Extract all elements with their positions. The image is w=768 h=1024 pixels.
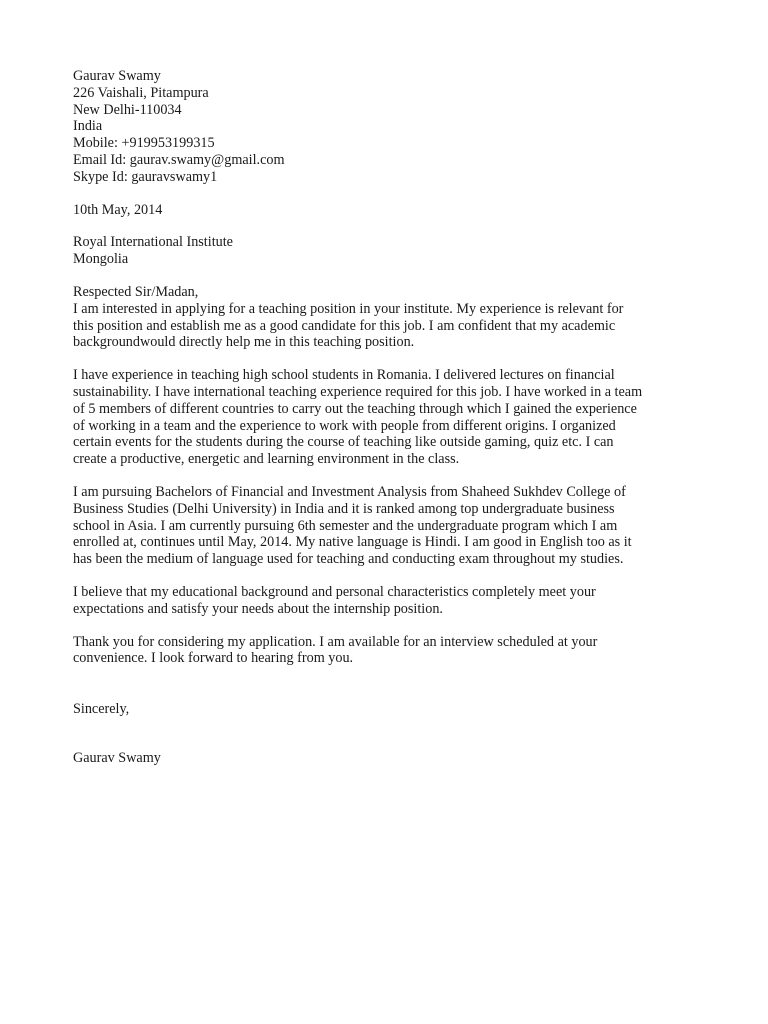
paragraph-line: enrolled at, continues until May, 2014. My native language is Hindi. I am good in English too as it	[73, 534, 632, 551]
paragraph-line: I am pursuing Bachelors of Financial and Investment Analysis from Shaheed Sukhdev College of	[73, 483, 626, 500]
recipient-address	[73, 234, 713, 268]
paragraph-line: has been the medium of language used for teaching and conducting exam throughout my studies.	[73, 551, 624, 568]
paragraph-line: sustainability. I have international teaching experience required for this job. I have worked in a team	[73, 383, 643, 400]
paragraph-line: I believe that my educational background and personal characteristics completely meet your	[73, 583, 596, 600]
paragraph-line: of working in a team and the experience to work with people from different origins. I organized	[73, 417, 616, 434]
sender-email: Email Id: gaurav.swamy@gmail.com	[73, 151, 285, 168]
salutation: Respected Sir/Madan,	[73, 283, 199, 300]
paragraph-line: I have experience in teaching high school students in Romania. I delivered lectures on financial	[73, 367, 615, 384]
paragraph-line: school in Asia. I am currently pursuing 6th semester and the undergraduate program which I am	[73, 517, 618, 534]
sender-city: New Delhi-110034	[73, 101, 182, 118]
signature-name: Gaurav Swamy	[73, 749, 161, 766]
letter-date: 10th May, 2014	[73, 201, 163, 218]
paragraph-line: expectations and satisfy your needs about the internship position.	[73, 600, 443, 617]
paragraph-line: backgroundwould directly help me in this teaching position.	[73, 334, 415, 351]
paragraph-3	[73, 484, 713, 568]
closing: Sincerely,	[73, 701, 130, 718]
sender-skype: Skype Id: gauravswamy1	[73, 168, 218, 185]
paragraph-1	[73, 301, 713, 351]
sender-street: 226 Vaishali, Pitampura	[73, 84, 209, 101]
paragraph-4	[73, 584, 713, 618]
paragraph-line: I am interested in applying for a teaching position in your institute. My experience is relevant for	[73, 300, 624, 317]
paragraph-line: certain events for the students during the course of teaching like outside gaming, quiz etc. I can	[73, 434, 614, 451]
sender-address	[73, 68, 713, 186]
recipient-country: Mongolia	[73, 251, 129, 268]
paragraph-line: convenience. I look forward to hearing from you.	[73, 650, 354, 667]
paragraph-line: Thank you for considering my application. I am available for an interview scheduled at your	[73, 633, 598, 650]
paragraph-line: Business Studies (Delhi University) in India and it is ranked among top undergraduate business	[73, 500, 615, 517]
paragraph-line: create a productive, energetic and learning environment in the class.	[73, 451, 460, 468]
paragraph-line: this position and establish me as a good candidate for this job. I am confident that my academic	[73, 317, 616, 334]
cover-letter	[73, 68, 713, 767]
recipient-name: Royal International Institute	[73, 234, 233, 251]
sender-country: India	[73, 118, 103, 135]
paragraph-2	[73, 367, 713, 468]
sender-name: Gaurav Swamy	[73, 68, 161, 84]
sender-mobile: Mobile: +919953199315	[73, 135, 215, 152]
paragraph-line: of 5 members of different countries to carry out the teaching through which I gained the experience	[73, 400, 637, 417]
paragraph-5	[73, 634, 713, 668]
